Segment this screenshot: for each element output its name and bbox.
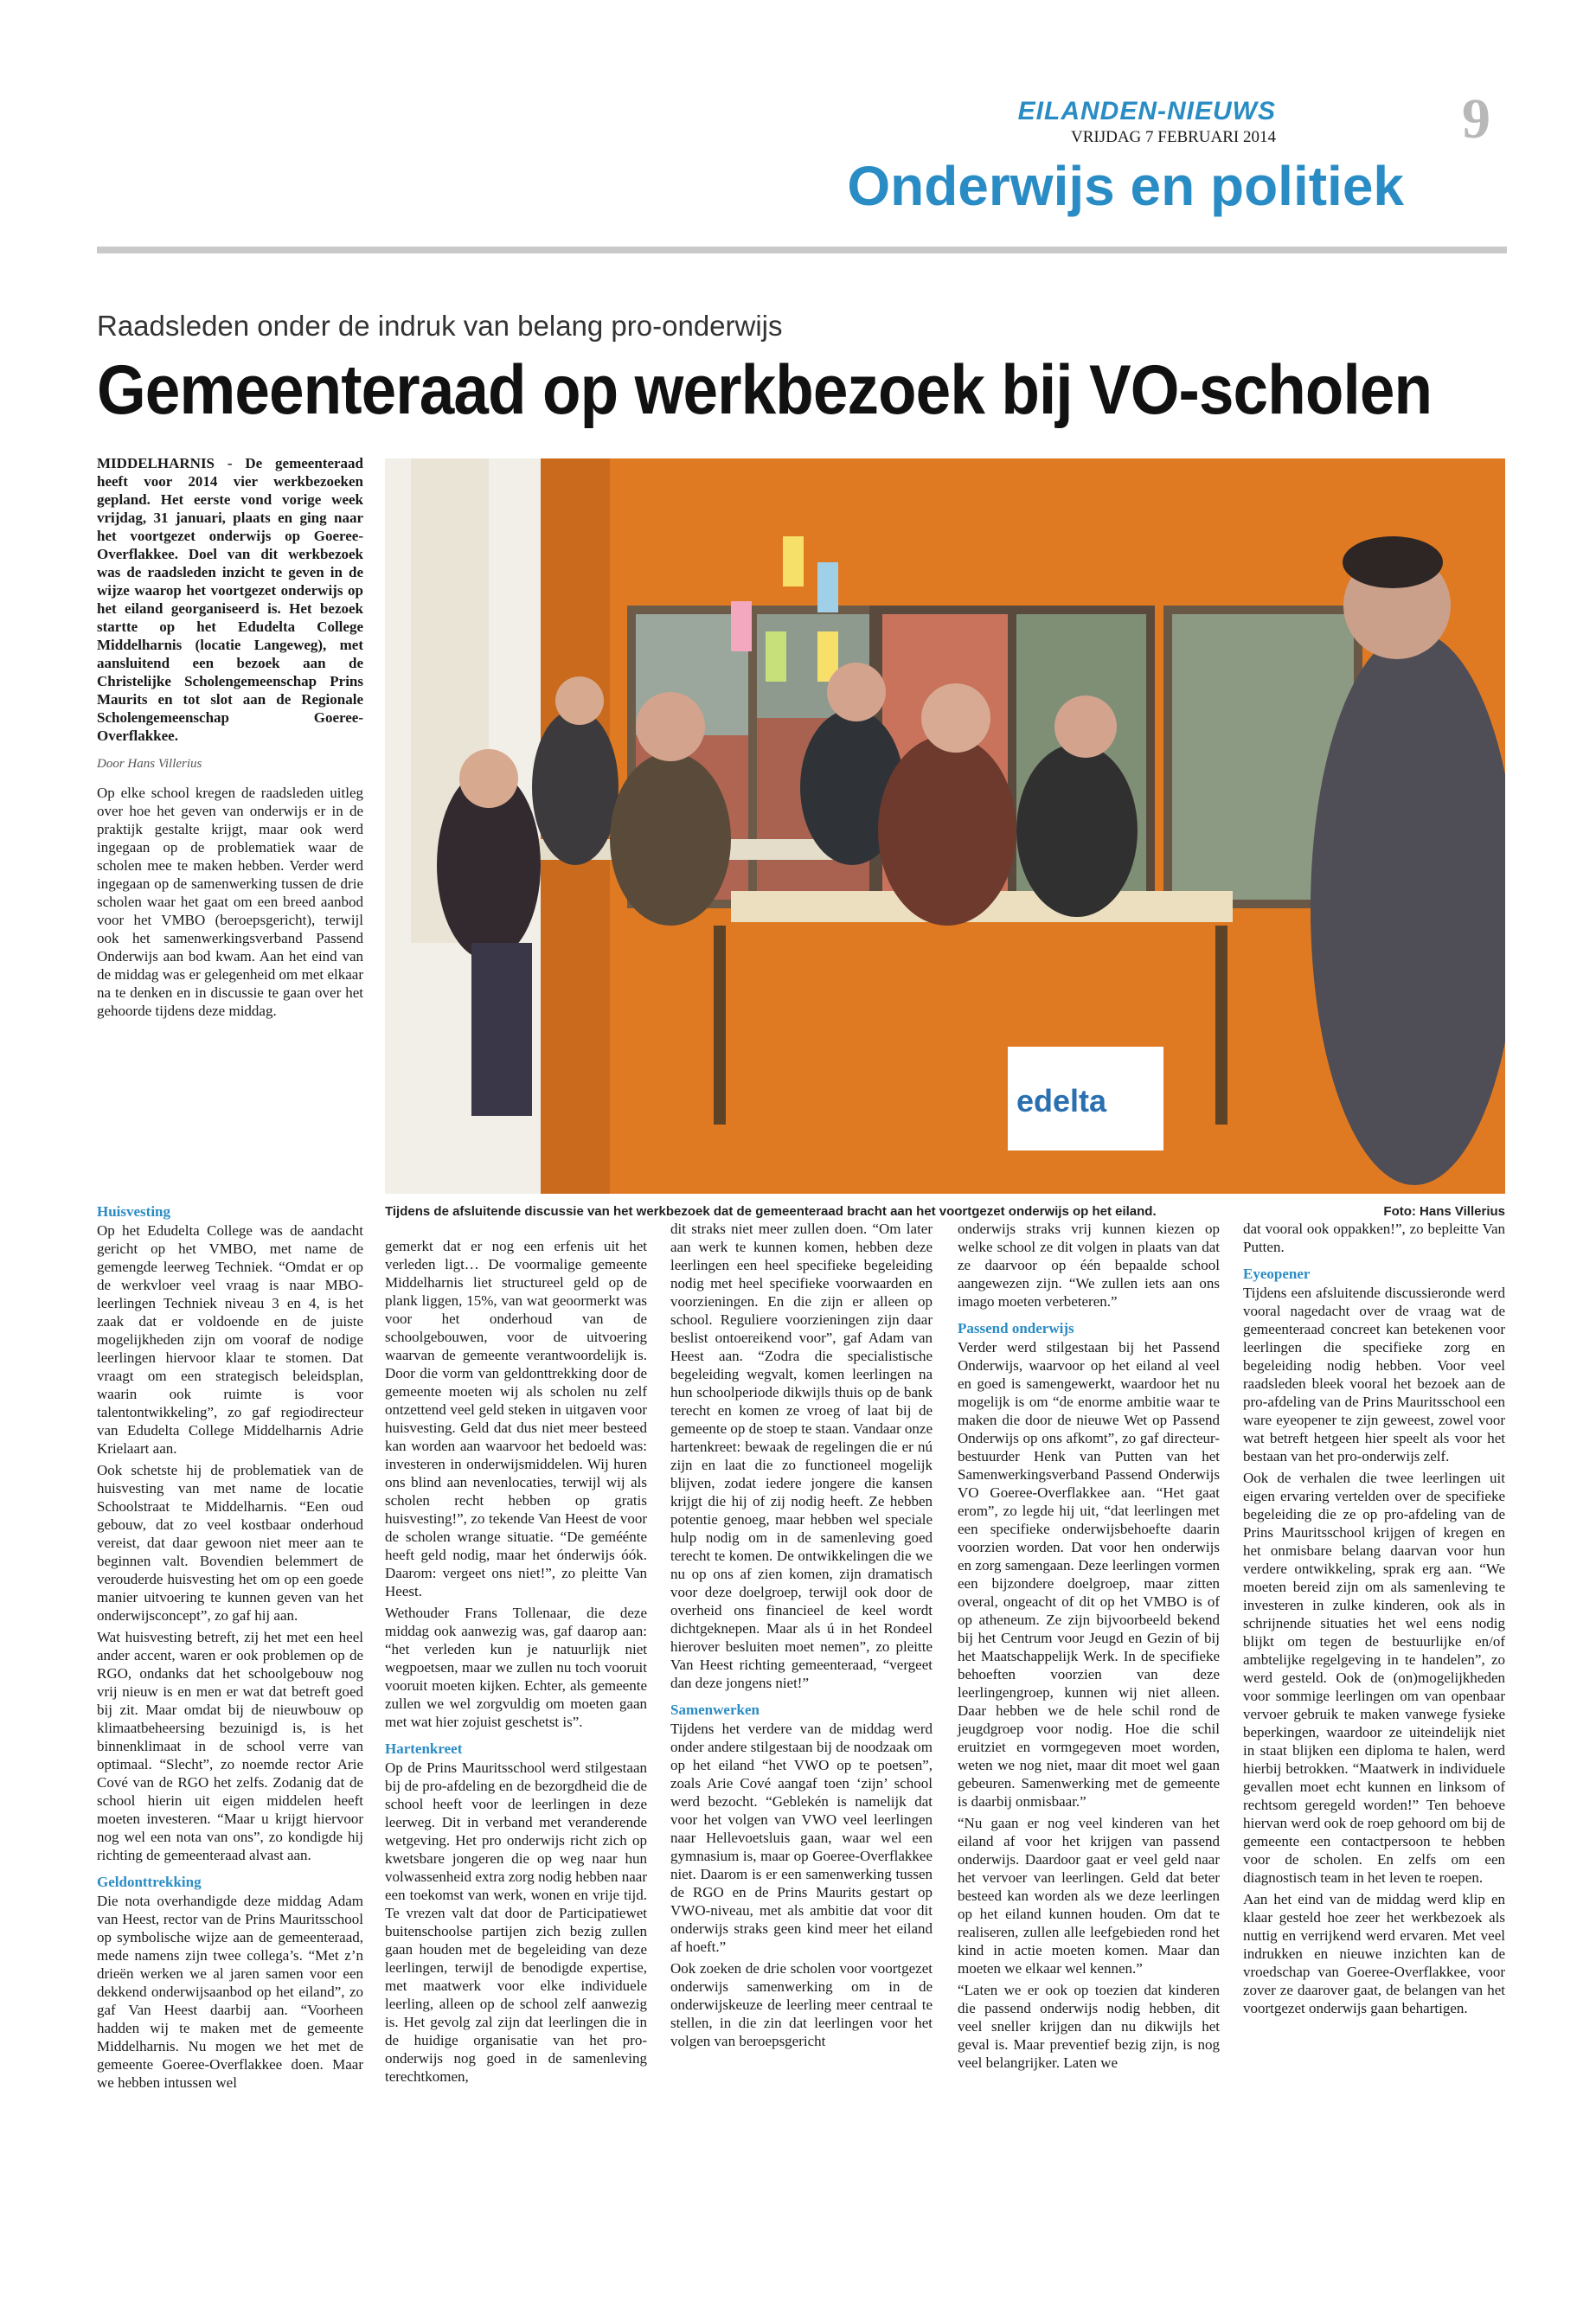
article-column-1 (97, 454, 363, 1023)
section-title: Onderwijs en politiek (847, 155, 1404, 217)
article-column-2 (385, 1237, 647, 2089)
paragraph: Verder werd stilgestaan bij het Passend Onderwijs, waarvoor op het eiland al veel en goed is samengewerkt, waardoor het nu mogelijk is om “de enorme ambitie waar te maken die door de nieuwe Wet op Passend Onderwijs op ons afkomt”, zo gaf directeur-bestuurder Henk van Putten van het Samenwerkingsverband Passend Onderwijs VO Goeree-Overflakkee aan. “Het gaat erom”, zo legde hij uit, “dat leerlingen met een specifieke onderwijsbehoefte daarin voorzien worden. Dat voor hen onderwijs en zorg samengaan. Deze leerlingen vormen een bijzondere doelgroep, maar zitten overal, ongeacht of dit op het VMBO is of op atheneum. Ze zijn bijvoorbeeld bekend bij het Centrum voor Jeugd en Gezin of bij het Maatschappelijk Werk. In de specifieke behoeften voorzien van deze leerlingengroep, kunnen wij niet alleen. Daar hebben we de hele schil rond de jeugdgroep voor nodig. Hoe die schil eruitziet en vormgegeven moet worden, weten we nog niet, maar dit moet wel gaan gebeuren. Samenwerking met de gemeente is daarbij onmisbaar.” (958, 1339, 1220, 1810)
subheading: Hartenkreet (385, 1740, 463, 1757)
column-4-body (958, 1220, 1220, 2072)
paragraph: Wat huisvesting betreft, zij het met een heel ander accent, waren er ook problemen op de RGO, ondanks dat het schoolgebouw nog vrij nieuw is en men er wat dat betreft goed bij zit. Maar omdat bij de nieuwbouw op klimaatbeheersing bezuinigd is, is het binnenklimaat in de school verre van optimaal. “Slecht”, zo noemde rector Arie Cové van de RGO het zelfs. Zodanig dat de school hierin uit eigen middelen heeft moeten investeren. “Maar u krijgt hiervoor nog wel een nota van ons”, zo kondigde hij richting de gemeenteraad alvast aan. (97, 1629, 363, 1863)
paragraph: dat vooral ook oppakken!”, zo bepleitte Van Putten. (1243, 1221, 1505, 1255)
paragraph: Tijdens een afsluitende discussieronde werd vooral nagedacht over de vraag wat de gemeenteraad concreet kan betekenen voor leerlingen die specifieke zorg en begeleiding nodig hebben. Voor veel raadsleden bleek vooral het bezoek aan de pro-afdeling van de Prins Mauritsschool een ware eyeopener te zijn geweest, zowel voor wat betreft hetgeen hier speelt als voor het bestaan van het pro-onderwijs zelf. (1243, 1285, 1505, 1465)
paragraph: Op elke school kregen de raadsleden uitleg over hoe het geven van onderwijs er in de praktijk gestalte krijgt, maar ook werd ingegaan op de problematiek waar de scholen mee te maken hebben. Verder werd ingegaan op de samenwerking tussen de drie scholen waar het gaat om een breed aanbod voor het VMBO (beroepsgericht), terwijl ook het samenwerkingsverband Passend Onderwijs aan bod kwam. Aan het eind van de middag was er gelegenheid om met elkaar na te denken en in discussie te gaan over het gehoorde tijdens deze middag. (97, 785, 363, 1019)
masthead (1018, 97, 1276, 147)
column-3-body (670, 1220, 933, 2050)
column-1-lower-body (97, 1202, 363, 2092)
article-column-4 (958, 1220, 1220, 2075)
subheading: Huisvesting (97, 1203, 171, 1220)
article-byline: Door Hans Villerius (97, 757, 202, 771)
paragraph: Ook de verhalen die twee leerlingen uit eigen ervaring vertelden over de specifieke begeleiding die ze op pro-afdeling van de Prins Mauritsschool krijgen of kregen en het onmisbare belang daarvan voor hun verdere ontwikkeling, sprak erg aan. “We moeten bereid zijn om als samenleving te investeren in zulke kinderen, ook als in schrijnende situaties het wel eens nodig blijkt om tegen de bestuurlijke en/of ambtelijke regelgeving in te handelen”, zo werd gesteld. Ook de (on)mogelijkheden voor sommige leerlingen om van openbaar vervoer gebruik te maken vanwege fysieke beperkingen, waardoor ze uiteindelijk niet in staat blijken een diploma te halen, werd hierbij betrokken. “Maatwerk in individuele gevallen moet echt kunnen en linksom of rechtsom geregeld worden!” Ten behoeve hiervan werd ook de roep gehoord om bij de gemeente een contactpersoon te hebben voor de scholen. En zelfs om een diagnostisch team in het leven te roepen. (1243, 1470, 1505, 1886)
article-column-1-lower (97, 1194, 363, 2095)
article-photo (385, 458, 1505, 1194)
paragraph: dit straks niet meer zullen doen. “Om later aan werk te kunnen komen, hebben deze leerlingen een heel specifieke begeleiding nodig met heel specifieke voorwaarden en voorzieningen. En die zijn er alleen op school. Reguliere voorzieningen zijn daar beslist ontoereikend voor”, gaf Adam van Heest aan. “Zodra die specialistische begeleiding wegvalt, komen leerlingen na hun schoolperiode dikwijls thuis op de bank terecht en komen ze vroeg of laat bij de gemeente op de stoep te staan. Vandaar onze hartenkreet: bewaak de regelingen die er nú zijn en laat die zo functioneel mogelijk blijven, zodat iedere jongere die kansen krijgt die hij of zij nodig heeft. Ze hebben potentie genoeg, maar hebben wel speciale hulp nodig om in de samenleving goed terecht te komen. De ontwikkelingen die we nu op ons af zien komen, zijn dramatisch voor deze doelgroep, terwijl ook door de overheid ons financieel de keel wordt dichtgeknepen. Maar als ú in het Rondeel hierover besluiten moet nemen”, zo pleitte Van Heest richting gemeenteraad, “vergeet dan deze jongens niet!” (670, 1221, 933, 1691)
article-column-3 (670, 1220, 933, 2054)
paragraph: Ook zoeken de drie scholen voor voortgezet onderwijs samenwerking om in de onderwijskeuze de leerling meer centraal te stellen, in die zin dat leerlingen voor het volgen van beroepsgericht (670, 1960, 933, 2049)
photo-credit: Foto: Hans Villerius (1383, 1204, 1505, 1219)
paragraph: Op het Edudelta College was de aandacht gericht op het VMBO, met name de gemengde leerweg Techniek. “Omdat er op de werkvloer veel vraag is naar MBO-leerlingen Techniek niveau 3 en 4, is het zaak dat er voldoende en de juiste mogelijkheden zijn om vooraf de nodige leerlingen hiervoor klaar te stomen. Dat vraagt om een strategisch beleidsplan, waarin ook ruimte is voor talentontwikkeling”, zo gaf regiodirecteur van Edudelta College Middelharnis Adrie Krielaart aan. (97, 1222, 363, 1457)
subheading: Eyeopener (1243, 1266, 1311, 1282)
paragraph: “Laten we er ook op toezien dat kinderen die passend onderwijs nodig hebben, dit veel sneller krijgen dan nu dikwijls het geval is. Maar preventief bezig zijn, is nog veel belangrijker. Laten we (958, 1982, 1220, 2071)
paragraph: “Nu gaan er nog veel kinderen van het eiland af voor het krijgen van passend onderwijs. Daardoor gaat er veel geld naar het vervoer van leerlingen. Geld dat beter besteed kan worden als we deze leerlingen op het eiland kunnen houden. Om dat te realiseren, zullen alle leefgebieden rond het kind in actie moeten komen. Maar dan moeten we elkaar wel kennen.” (958, 1815, 1220, 1977)
page-number: 9 (1462, 87, 1490, 151)
bag-logo-text: edelta (1016, 1083, 1107, 1118)
article-kicker: Raadsleden onder de indruk van belang pro-onderwijs (97, 310, 783, 342)
paragraph: Aan het eind van de middag werd klip en klaar gesteld hoe zeer het werkbezoek als nuttig en verrijkend werd ervaren. Met veel indrukken en nieuwe inzichten kan de vroedschap van Goeree-Overflakkee, voor zover ze daarover gaat, de belangen van het voortgezet onderwijs gaan behartigen. (1243, 1891, 1505, 2016)
article-headline: Gemeenteraad op werkbezoek bij VO-scholen (97, 351, 1433, 429)
newspaper-logo: EILANDEN-NIEUWS (1017, 97, 1276, 125)
photo-caption-row (385, 1204, 1505, 1219)
paragraph: Tijdens het verdere van de middag werd onder andere stilgestaan bij de noodzaak om op het eiland “het VWO op te poetsen”, zoals Arie Cové aangaf toen ‘zijn’ school werd bezocht. “Geblekén is namelijk dat voor het volgen van VWO veel leerlingen naar Hellevoetsluis gaan, waar wel een gymnasium is, maar op Goeree-Overflakkee niet. Daarom is er een samenwerking tussen de RGO en de Prins Maurits gestart op VWO-niveau, met als ambitie dat voor dit onderwijs straks geen kind meer het eiland af hoeft.” (670, 1721, 933, 1955)
paragraph: Ook schetste hij de problematiek van de huisvesting van met name de locatie Schoolstraat te Middelharnis. “Een oud gebouw, dat zo veel kostbaar onderhoud vereist, dat daar gewoon niet meer aan te beginnen valt. Bovendien belemmert de verouderde huisvesting het om op een goede manier uitvoering te kunnen geven van het onderwijsconcept”, zo gaf hij aan. (97, 1462, 363, 1624)
photo-caption: Tijdens de afsluitende discussie van het werkbezoek dat de gemeenteraad bracht aan het voortgezet onderwijs op het eiland. (385, 1204, 1157, 1219)
column-5-body (1243, 1220, 1505, 2017)
paragraph: gemerkt dat er nog een erfenis uit het verleden ligt… De voormalige gemeente Middelharnis liet structureel geld op de plank liggen, 15%, van wat geoormerkt was voor het onderhoud van de schoolgebouwen, voor de uitvoering waarvan de gemeente verantwoordelijk is. Door die vorm van geldonttrekking door de gemeente moeten wij als scholen nu zelf ontzettend veel geld steken in uitgaven voor huisvesting. Geld dat dus niet meer besteed kan worden aan waarvoor het bedoeld was: investeren in onderwijsmiddelen. Wij huren ons blind aan nevenlocaties, terwijl wij als scholen recht hebben op gratis huisvesting!”, zo tekende Van Heest de voor de scholen wrange situatie. “De geméénte heeft geld nodig, maar het ónderwijs óók. Daarom: vergeet ons niet!”, zo pleitte Van Heest. (385, 1238, 647, 1599)
column-2-body (385, 1237, 647, 2086)
section-divider (97, 247, 1507, 253)
publication-date: VRIJDAG 7 FEBRUARI 2014 (1071, 128, 1276, 146)
paragraph: Wethouder Frans Tollenaar, die deze middag ook aanwezig was, gaf daarop aan: “het verleden kun je natuurlijk niet wegpoetsen, maar we zullen nu toch vooruit vooruit moeten kijken. Echter, als gemeente zullen we wel zorgvuldig om moeten gaan met wat hier zojuist geschetst is”. (385, 1605, 647, 1730)
photo-illustration (385, 458, 1505, 1194)
paragraph: onderwijs straks vrij kunnen kiezen op welke school ze dit volgen in plaats van dat ze daarvoor op één bepaalde school aangewezen zijn. “We zullen iets aan ons imago moeten verbeteren.” (958, 1221, 1220, 1310)
paragraph: Die nota overhandigde deze middag Adam van Heest, rector van de Prins Mauritsschool op symbolische wijze aan de gemeenteraad, mede namens zijn twee collega’s. “Met z’n drieën werken we al jaren samen voor een dekkend onderwijsaanbod op het eiland”, zo gaf Van Heest daarbij aan. “Voorheen hadden wij te maken met de gemeente Middelharnis. Nu mogen we het met de gemeente Goeree-Overflakkee doen. Maar we hebben intussen wel (97, 1893, 363, 2091)
subheading: Geldonttrekking (97, 1874, 202, 1890)
column-1-body (97, 784, 363, 1020)
article-intro: MIDDELHARNIS - De gemeenteraad heeft voor 2014 vier werkbezoeken gepland. Het eerste vond vorige week vrijdag, 31 januari, plaats en ging naar het voortgezet onderwijs op Goeree-Overflakkee. Doel van dit werkbezoek was de raadsleden inzicht te geven in de wijze waarop het voortgezet onderwijs op het eiland georganiseerd is. Het bezoek startte op het Edudelta College Middelharnis (locatie Langeweg), met aansluitend een bezoek aan de Christelijke Scholengemeenschap Prins Maurits en tot slot aan de Regionale Scholengemeenschap Goeree-Overflakkee. (97, 455, 363, 744)
article-column-5 (1243, 1220, 1505, 2021)
paragraph: Op de Prins Mauritsschool werd stilgestaan bij de pro-afdeling en de bezorgdheid die de school heeft voor de leerlingen in deze leerweg. Dit in verband met veranderende wetgeving. Het pro onderwijs richt zich op kwetsbare jongeren die op weg naar hun volwassenheid extra zorg nodig hebben naar een toekomst van werk, wonen en vrije tijd. Te vrezen valt dat door de Participatiewet buitenschoolse partijen zich bezig zullen gaan houden met de begeleiding van deze leerlingen, terwijl de benodigde expertise, met maatwerk voor elke individuele leerling, alleen op de school zelf aanwezig is. Het gevolg zal zijn dat leerlingen die in de huidige organisatie van het pro-onderwijs nog goed in de samenleving terechtkomen, (385, 1759, 647, 2085)
subheading: Passend onderwijs (958, 1320, 1074, 1336)
subheading: Samenwerken (670, 1702, 760, 1718)
